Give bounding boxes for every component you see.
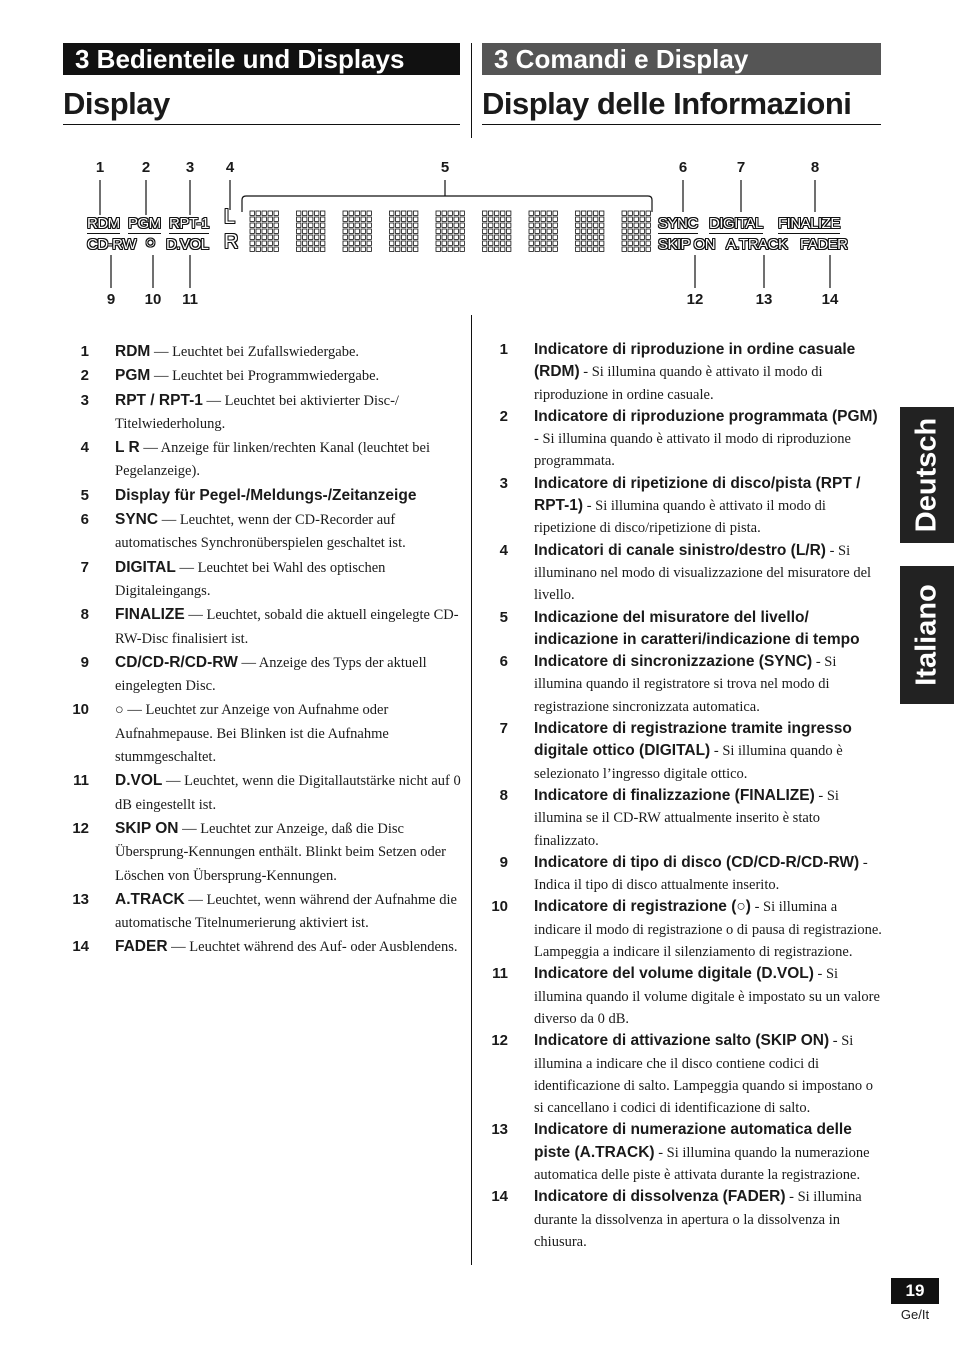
item-number: 9 (80, 653, 89, 671)
item-term: CD/CD-R/CD-RW (115, 653, 238, 671)
callout-number-9: 9 (106, 291, 116, 308)
callout-number-1: 1 (95, 159, 105, 176)
item-number: 10 (491, 898, 508, 916)
list-item (63, 888, 463, 936)
dot-matrix-cell (576, 211, 604, 251)
item-term: Indicatore di finalizzazione (FINALIZE) (534, 786, 815, 804)
list-item (63, 651, 463, 699)
item-description: - Si illuminano nel modo di visualizzazione del misuratore del livello. (534, 542, 872, 604)
item-number: 6 (499, 653, 508, 671)
section-header-german: 3 Bedienteile und Displays (63, 43, 460, 75)
bracket-line (242, 196, 652, 212)
item-description: — Leuchtet bei Programmwiedergabe. (150, 368, 380, 385)
list-item (63, 364, 463, 388)
item-description: — Leuchtet, sobald die aktuell eingelegte CD-RW-Disc finalisiert ist. (115, 607, 459, 647)
item-number: 11 (492, 965, 508, 983)
item-description: — Leuchtet, wenn die Digitallautstärke nicht auf 0 dB eingestellt ist. (115, 773, 461, 813)
dot-matrix-cell (483, 211, 511, 251)
callout-number-12: 12 (686, 291, 704, 308)
item-description: - Si illumina quando il volume digitale è impostato su un valore diverso da 0 dB. (534, 966, 880, 1027)
item-term: DIGITAL (115, 558, 176, 576)
lcd-left-channel: L (224, 206, 235, 228)
dot-matrix-cell (529, 211, 557, 251)
item-term: Indicatore di sincronizzazione (SYNC) (534, 653, 813, 671)
item-description: — Leuchtet zur Anzeige, daß die Disc Übersprung-Kennungen enthält. Blinkt beim Setzen oder Löschen von Übersprung-Kennungen. (115, 820, 447, 884)
item-term: Indicatore di ripetizione di disco/pista (RPT / RPT-1) (534, 474, 861, 515)
lcd-rdm: RDM (87, 215, 120, 232)
item-number: 9 (499, 853, 508, 871)
page-number: 19 (891, 1278, 939, 1304)
item-term: L R (115, 439, 140, 457)
callout-number-7: 7 (736, 159, 746, 176)
callout-number-2: 2 (141, 159, 151, 176)
item-term: SYNC (115, 511, 159, 529)
item-description: — Anzeige des Typs der aktuell eingelegten Disc. (115, 654, 427, 695)
item-number: 13 (72, 890, 89, 908)
lcd-atrack: A.TRACK (726, 236, 788, 253)
callout-number-6: 6 (678, 159, 688, 176)
lcd-fader: FADER (800, 236, 848, 253)
item-description: - Si illumina quando è attivato il modo di riproduzione programmata. (534, 431, 851, 470)
list-item (63, 935, 463, 959)
item-number: 3 (80, 391, 89, 409)
column-divider (471, 315, 472, 1265)
item-description: - Si illumina quando è attivato il modo di riproduzione in ordine casuale. (534, 364, 823, 403)
item-description: — Leuchtet bei aktivierter Disc-/ Titelwiederholung. (115, 392, 399, 432)
item-term: Indicatore di riproduzione in ordine casuale (RDM) (534, 341, 856, 381)
item-term: Indicatore del volume digitale (D.VOL) (534, 965, 814, 983)
callout-number-11: 11 (182, 291, 198, 308)
item-term: SKIP ON (115, 819, 179, 837)
section-header-italian: 3 Comandi e Display (482, 43, 881, 75)
list-item (482, 963, 882, 1030)
list-item (63, 436, 463, 484)
item-term: Indicatore di riproduzione programmata (PGM) (534, 407, 878, 425)
list-item (63, 340, 463, 364)
lcd-right-channel: R (224, 231, 238, 253)
list-item (482, 1186, 882, 1253)
item-description: - Si illumina se il CD-RW attualmente inserito è stato finalizzato. (534, 787, 839, 849)
item-term: RDM (115, 343, 151, 360)
column-divider-top (471, 43, 472, 138)
item-number: 2 (499, 407, 508, 425)
item-number: 11 (73, 772, 89, 790)
list-item (482, 896, 882, 963)
item-number: 8 (80, 606, 89, 624)
item-number: 1 (80, 343, 89, 360)
item-description: - Si illumina durante la dissolvenza in apertura o la dissolvenza in chiusura. (534, 1189, 862, 1250)
item-number: 3 (499, 474, 508, 492)
lcd-digital: DIGITAL (709, 215, 763, 232)
lcd-cdrw: CD-RW (87, 236, 136, 253)
lcd-finalize: FINALIZE (778, 215, 840, 232)
item-description: - Si illumina a indicare che il disco contiene codici di identificazione di salto. Lampeggia quando si impostano o si cancellano i codici di identificazione di salto. (534, 1033, 874, 1117)
item-term: Indicazione del misuratore del livello/ indicazione in caratteri/indicazione di tempo (534, 608, 860, 648)
item-term: Indicatore di tipo di disco (CD/CD-R/CD-RW) (534, 853, 860, 871)
item-term: D.VOL (115, 772, 163, 790)
list-item (482, 1030, 882, 1119)
item-description: ○ — Leuchtet zur Anzeige von Aufnahme oder Aufnahmepause. Bei Blinken ist die Aufnahme stummgeschaltet. (115, 702, 389, 766)
list-item (482, 852, 882, 897)
item-description: - Si illumina quando è attivato il modo di ripetizione di disco/ripetizione di pista. (534, 498, 826, 537)
item-description: - Si illumina quando è selezionato l’ingresso digitale ottico. (534, 743, 843, 782)
item-term: Indicatore di registrazione (○) (534, 898, 751, 916)
lcd-skipon: SKIP ON (658, 236, 716, 253)
tab-deutsch[interactable]: Deutsch (900, 407, 954, 543)
lcd-record-indicator: ○ (145, 232, 156, 252)
item-term: Indicatore di numerazione automatica delle piste (A.TRACK) (534, 1121, 852, 1161)
item-number: 4 (80, 439, 89, 457)
page-title-german: Display (63, 86, 460, 125)
lcd-sync: SYNC (658, 215, 698, 232)
list-item (63, 508, 463, 556)
page-title-italian: Display delle Informazioni (482, 86, 881, 125)
tab-italiano[interactable]: Italiano (900, 566, 954, 704)
item-term: Indicatori di canale sinistro/destro (L/R) (534, 541, 826, 559)
list-item (482, 607, 882, 652)
item-description: — Anzeige für linken/rechten Kanal (leuchtet bei Pegelanzeige). (115, 440, 430, 480)
lcd-dvol: D.VOL (166, 236, 209, 253)
item-term: A.TRACK (115, 890, 185, 908)
item-number: 7 (499, 720, 508, 738)
item-number: 2 (80, 367, 89, 385)
list-item (63, 556, 463, 604)
callout-number-8: 8 (810, 159, 820, 176)
list-item (482, 651, 882, 718)
dot-matrix-cell (622, 211, 650, 251)
list-item (482, 473, 882, 540)
dot-matrix-cell (297, 211, 325, 251)
page-code: Ge/It (900, 1307, 930, 1322)
item-term: Indicatore di registrazione tramite ingresso digitale ottico (DIGITAL) (534, 720, 852, 760)
list-item (63, 769, 463, 817)
item-number: 12 (72, 819, 89, 837)
list-item (482, 339, 882, 406)
item-description: — Leuchtet, wenn der CD-Recorder auf automatisches Synchronüberspielen geschaltet ist. (115, 512, 406, 552)
list-item (63, 389, 463, 437)
item-description: - Si illumina quando il registratore si trova nel modo di registrazione sincronizzata automatica. (534, 654, 837, 715)
item-description: - Si illumina quando la numerazione automatica delle piste è attivata durante la registrazione. (534, 1144, 870, 1183)
lcd-rpt1: RPT-1 (169, 215, 210, 232)
item-number: 7 (80, 558, 89, 576)
callout-number-4: 4 (225, 159, 235, 176)
callout-number-3: 3 (185, 159, 195, 176)
list-item (63, 817, 463, 888)
item-description: — Leuchtet bei Zufallswiedergabe. (150, 344, 360, 360)
callout-number-13: 13 (755, 291, 773, 308)
item-number: 8 (499, 786, 508, 804)
item-description: — Leuchtet, wenn während der Aufnahme die automatische Titelnumerierung aktiviert ist. (115, 891, 457, 932)
item-number: 14 (491, 1188, 508, 1206)
item-description: — Leuchtet während des Auf- oder Ausblendens. (167, 939, 458, 956)
item-term: Display für Pegel-/Meldungs-/Zeitanzeige (115, 486, 417, 504)
list-item (482, 540, 882, 607)
item-number: 1 (499, 341, 508, 358)
item-term: RPT / RPT-1 (115, 391, 203, 409)
lcd-pgm: PGM (128, 215, 161, 232)
dot-matrix-cell (250, 211, 278, 251)
item-description: — Leuchtet bei Wahl des optischen Digitaleingangs. (115, 559, 386, 599)
item-number: 5 (499, 608, 508, 626)
item-number: 5 (80, 486, 89, 504)
item-number: 13 (491, 1121, 508, 1139)
list-item (482, 718, 882, 785)
dot-matrix-cell (343, 211, 371, 251)
item-term: FINALIZE (115, 606, 185, 624)
german-item-list (63, 340, 463, 960)
italian-item-list (482, 339, 882, 1253)
item-number: 12 (491, 1032, 508, 1050)
list-item (63, 484, 463, 508)
item-term: Indicatore di dissolvenza (FADER) (534, 1188, 786, 1206)
list-item (482, 785, 882, 852)
list-item (482, 1119, 882, 1186)
item-number: 6 (80, 511, 89, 529)
item-term: PGM (115, 367, 151, 385)
dot-matrix-cell (390, 211, 418, 251)
item-number: 4 (499, 541, 508, 559)
item-description: - Si illumina a indicare il modo di registrazione o di pausa di registrazione. Lampeggia a indicare il silenziamento di registrazione. (534, 899, 882, 961)
callout-number-5: 5 (440, 159, 450, 176)
item-term: Indicatore di attivazione salto (SKIP ON) (534, 1032, 830, 1050)
list-item (63, 603, 463, 651)
list-item (482, 406, 882, 473)
callout-number-10: 10 (144, 291, 162, 308)
item-term: FADER (115, 938, 168, 956)
dot-matrix-cell (436, 211, 464, 251)
list-item (63, 698, 463, 769)
item-description: - Indica il tipo di disco attualmente inserito. (534, 854, 868, 894)
item-number: 10 (72, 701, 89, 719)
callout-number-14: 14 (821, 291, 839, 308)
item-number: 14 (72, 938, 89, 956)
